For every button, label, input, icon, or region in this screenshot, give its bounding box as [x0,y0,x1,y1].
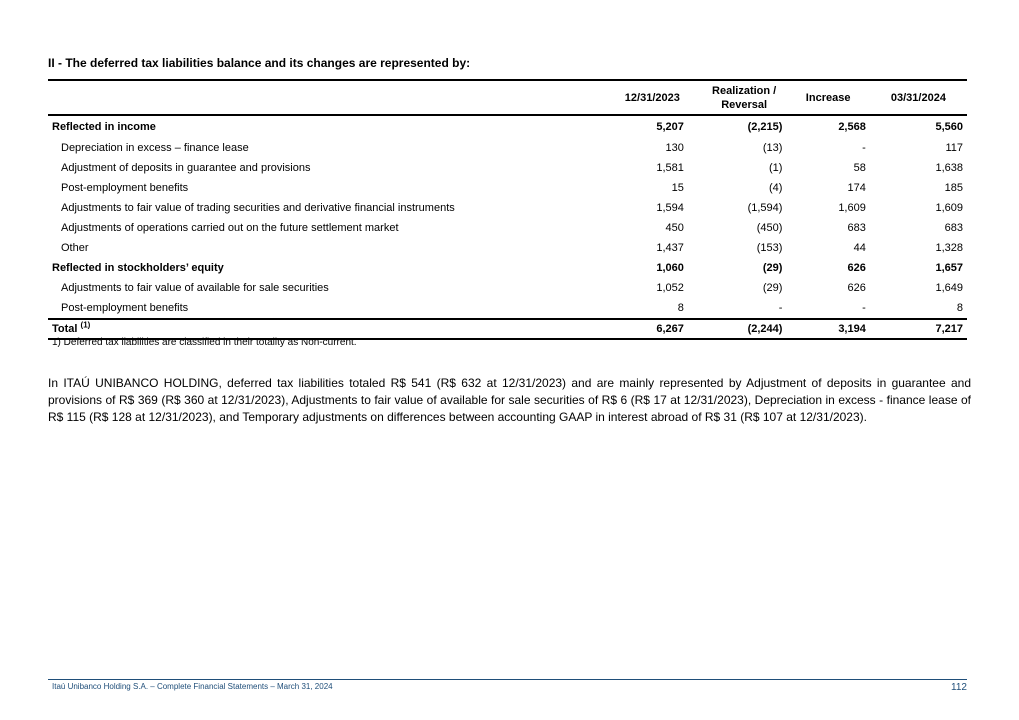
value-cell: 450 [665,222,684,234]
table-row [48,238,967,258]
table-row [48,178,967,198]
value-cell: 2,568 [838,121,866,133]
value-cell: 7,217 [870,319,967,339]
value-cell: 1,657 [935,262,963,274]
value-cell: (2,215) [747,121,783,133]
value-cell: 683 [847,222,866,234]
total-label: Total [52,323,78,335]
header-realization-reversal: Realization / Reversal [688,80,787,115]
header-increase: Increase [786,80,869,115]
value-cell: 15 [671,182,684,194]
row-label: Adjustments to fair value of trading securities and derivative financial instruments [61,202,455,214]
table-row [48,218,967,238]
value-cell: (29) [762,282,783,294]
header-12-31-2023: 12/31/2023 [509,80,688,115]
section-title: II - The deferred tax liabilities balance and its changes are represented by: [48,56,471,70]
group-label: Reflected in income [52,121,156,133]
row-label: Post-employment benefits [61,302,189,314]
value-cell: (1) [768,162,783,174]
total-note: (1) [80,320,91,330]
header-label [48,80,509,115]
table-row [48,158,967,178]
footer-divider [48,679,967,680]
value-cell: (13) [762,142,783,154]
value-cell: 117 [945,142,963,154]
value-cell: - [862,302,866,314]
value-cell: 1,052 [656,282,684,294]
value-cell: 1,437 [656,242,684,254]
total-row [48,319,967,339]
value-cell: 174 [847,182,866,194]
value-cell: 130 [665,142,684,154]
group-row-reflected-in-stockholders-equity [48,258,967,278]
group-row-reflected-in-income [48,115,967,138]
table-footnote: 1) Deferred tax liabilities are classified in their totality as Non-current. [52,337,357,348]
value-cell: 626 [847,262,866,274]
value-cell: 58 [853,162,866,174]
value-cell: 1,649 [935,282,963,294]
value-cell: (153) [756,242,783,254]
value-cell: (1,594) [747,202,783,214]
row-label: Adjustment of deposits in guarantee and provisions [61,162,311,174]
table-row [48,298,967,319]
value-cell: 683 [944,222,963,234]
value-cell: - [862,142,866,154]
page-number: 112 [951,682,967,693]
value-cell: 1,609 [838,202,866,214]
value-cell: - [778,302,783,314]
table-header-row [48,80,967,115]
row-label: Other [61,242,89,254]
value-cell: 1,594 [656,202,684,214]
table-row [48,138,967,158]
row-label: Post-employment benefits [61,182,189,194]
row-label: Adjustments to fair value of available for sale securities [61,282,329,294]
deferred-tax-liabilities-table [48,79,967,340]
value-cell: 1,609 [935,202,963,214]
row-label: Adjustments of operations carried out on the future settlement market [61,222,399,234]
footer-text: Itaú Unibanco Holding S.A. – Complete Financial Statements – March 31, 2024 [52,682,333,691]
value-cell: (2,244) [688,319,787,339]
total-label-cell [48,319,509,339]
group-label: Reflected in stockholders’ equity [52,262,224,274]
value-cell: 6,267 [509,319,688,339]
value-cell: (29) [762,262,783,274]
value-cell: 5,560 [935,121,963,133]
value-cell: 8 [956,302,963,314]
value-cell: 8 [677,302,684,314]
value-cell: 5,207 [656,121,684,133]
value-cell: (450) [756,222,783,234]
header-03-31-2024: 03/31/2024 [870,80,967,115]
value-cell: 1,581 [656,162,684,174]
value-cell: 44 [853,242,866,254]
value-cell: 185 [944,182,963,194]
value-cell: 626 [847,282,866,294]
value-cell: 1,060 [656,262,684,274]
table-row [48,278,967,298]
table-row [48,198,967,218]
value-cell: 1,328 [935,242,963,254]
value-cell: 1,638 [935,162,963,174]
body-paragraph: In ITAÚ UNIBANCO HOLDING, deferred tax liabilities totaled R$ 541 (R$ 632 at 12/31/2023) and are mainly represented by Adjustment of deposits in guarantee and provisions of R$ 369 (R$ 360 at 12/31/2023), Adjustments to fair value of available for sale securities of R$ 6 (R$ 17 at 12/31/2023), Depreciation in excess - finance lease of R$ 115 (R$ 128 at 12/31/2023), and Temporary adjustments on differences between accounting GAAP in interest abroad of R$ 31 (R$ 107 at 12/31/2023). [48,376,971,424]
value-cell: 3,194 [786,319,869,339]
row-label: Depreciation in excess – finance lease [61,142,249,154]
value-cell: (4) [768,182,783,194]
